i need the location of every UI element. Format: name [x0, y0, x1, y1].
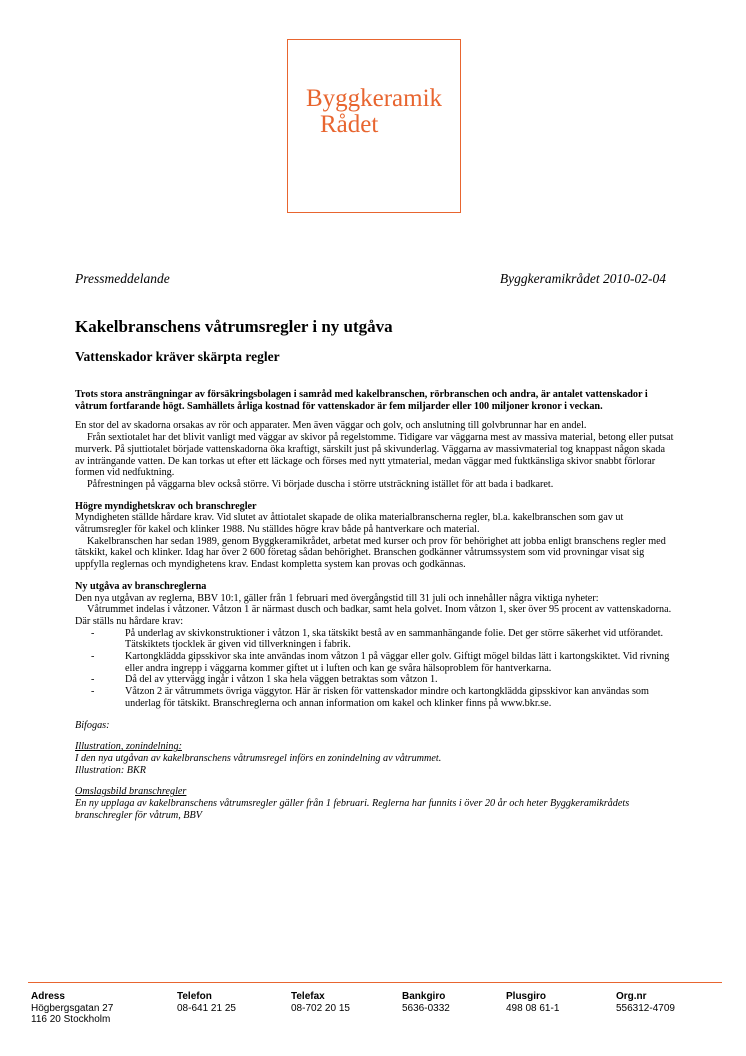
section-paragraph: Kakelbranschen har sedan 1989, genom Byggkeramikrådet, arbetat med kurser och prov för behörighet att jobba enligt branschens regler med tätskikt, kakel och klinker. Idag har över 2 600 företag sådan behörighet. Branschen godkänner våtrumssystem som vid provningar visat sig uppfylla reglernas och myndighetens krav. Endast kompletta system kan provas och godkännas.	[75, 535, 666, 571]
intro-paragraph: En stor del av skadorna orsakas av rör och apparater. Men även väggar och golv, och anslutning till golvbrunnar har en andel.	[75, 420, 587, 432]
footer-value: Högbergsgatan 27	[31, 1002, 114, 1014]
footer-value: 08-702 20 15	[291, 1002, 350, 1014]
footer-fax	[291, 991, 350, 1014]
footer-address	[31, 991, 113, 1026]
attachment-title: Illustration, zonindelning:	[75, 741, 182, 753]
footer-label: Telefax	[291, 991, 325, 1002]
intro-paragraph: Från sextiotalet har det blivit vanligt med väggar av skivor på regelstomme. Tidigare var väggarna mest av massiva material, betong eller putsat murverk. På sjuttiotalet började vattenskadorna öka kraftigt, särskilt just på skivunderlag. Väggarna av massivmaterial tog knappast någon skada av inträngande vatten. De kan torkas ut efter ett läckage och förses med nytt ytmaterial, medan väggar med fuktkänsliga skivor snabbt förlorar formen vid nedfuktning.	[75, 432, 674, 479]
page-title: Kakelbranschens våtrumsregler i ny utgåva	[75, 317, 393, 336]
article-body	[75, 389, 675, 822]
logo	[287, 39, 461, 213]
footer-plusgiro	[506, 991, 559, 1014]
page-subtitle: Vattenskador kräver skärpta regler	[75, 349, 280, 364]
attachment-credit: Illustration: BKR	[75, 764, 147, 776]
footer-phone	[177, 991, 236, 1014]
section-heading: Ny utgåva av branschreglerna	[75, 580, 207, 592]
footer-divider	[28, 982, 722, 983]
intro-paragraph: Påfrestningen på väggarna blev också större. Vi började duscha i större utsträckning istället för att bada i badkaret.	[87, 478, 554, 490]
section-heading: Högre myndighetskrav och branschregler	[75, 500, 257, 512]
doc-type: Pressmeddelande	[75, 271, 170, 286]
section-paragraph: Våtrummet indelas i våtzoner. Våtzon 1 är närmast dusch och badkar, samt hela golvet. Inom våtzon 1, sker över 95 procent av vattenskadorna. Där ställs nu hårdare krav:	[75, 604, 672, 627]
attachment-caption: I den nya utgåvan av kakelbranschens våtrumsregel införs en zonindelning av våtrummet.	[75, 752, 442, 764]
footer-bankgiro	[402, 991, 450, 1014]
footer-label: Bankgiro	[402, 991, 446, 1002]
footer-orgnr	[616, 991, 675, 1014]
footer-value: 556312-4709	[616, 1002, 675, 1014]
section-paragraph: Den nya utgåvan av reglerna, BBV 10:1, gäller från 1 februari med övergångstid till 31 juli och innehåller några viktiga nyheter:	[75, 592, 599, 604]
footer-label: Telefon	[177, 991, 212, 1002]
lead-paragraph: Trots stora ansträngningar av försäkringsbolagen i samråd med kakelbranschen, rörbranschen och andra, är antalet vattenskador i våtrum fortfarande högt. Samhällets årliga kostnad för vattenskador är fem miljarder eller 100 miljoner kronor i veckan.	[75, 389, 648, 412]
footer-value: 5636-0332	[402, 1002, 450, 1014]
logo-line1: Byggkeramik	[305, 85, 443, 112]
footer-value: 116 20 Stockholm	[31, 1014, 111, 1025]
attachments-label: Bifogas:	[75, 719, 110, 731]
sender-date: Byggkeramikrådet 2010-02-04	[499, 271, 666, 286]
list-item: - Kartongklädda gipsskivor ska inte användas inom våtzon 1 på väggar eller golv. Giftigt mögel bildas lätt i kartongskiktet. Vid rivning eller andra ingrepp i väggarna kommer giftet ut i luften och kan ge svåra hälsoproblem för hantverkarna.	[125, 651, 675, 674]
logo-line2: Rådet	[320, 111, 379, 138]
list-item: - På underlag av skivkonstruktioner i våtzon 1, ska tätskikt bestå av en sammanhängande folie. Det ger större säkerhet vid utförandet. Tätskiktets tjocklek är given vid tillverkningen i fabrik.	[125, 628, 675, 651]
footer-label: Org.nr	[616, 991, 647, 1002]
attachment-caption: En ny upplaga av kakelbranschens våtrumsregler gäller från 1 februari. Reglerna har funnits i över 20 år och heter Byggkeramikrådets branschregler för våtrum, BBV	[75, 798, 630, 821]
attachment-title: Omslagsbild branschregler	[75, 786, 187, 798]
footer-value: 498 08 61-1	[506, 1002, 560, 1014]
section-paragraph: Myndigheten ställde hårdare krav. Vid slutet av åttiotalet skapade de olika materialbranscherna regler, bl.a. kakelbranschen som gav ut våtrumsregler för kakel och klinker 1988. Nu ställdes högre krav både på hantverkare och material.	[75, 512, 624, 536]
rules-list	[75, 628, 675, 710]
footer-label: Adress	[31, 991, 65, 1002]
list-item: - Då del av yttervägg ingår i våtzon 1 ska hela väggen betraktas som våtzon 1.	[125, 674, 675, 686]
footer-label: Plusgiro	[506, 991, 547, 1002]
list-item: - Våtzon 2 är våtrummets övriga väggytor. Här är risken för vattenskador mindre och kartongklädda gipsskivor kan användas som underlag för tätskikt. Branschreglerna och annan information om kakel och klinker finns på www.bkr.se.	[125, 686, 675, 709]
footer-value: 08-641 21 25	[177, 1002, 236, 1014]
